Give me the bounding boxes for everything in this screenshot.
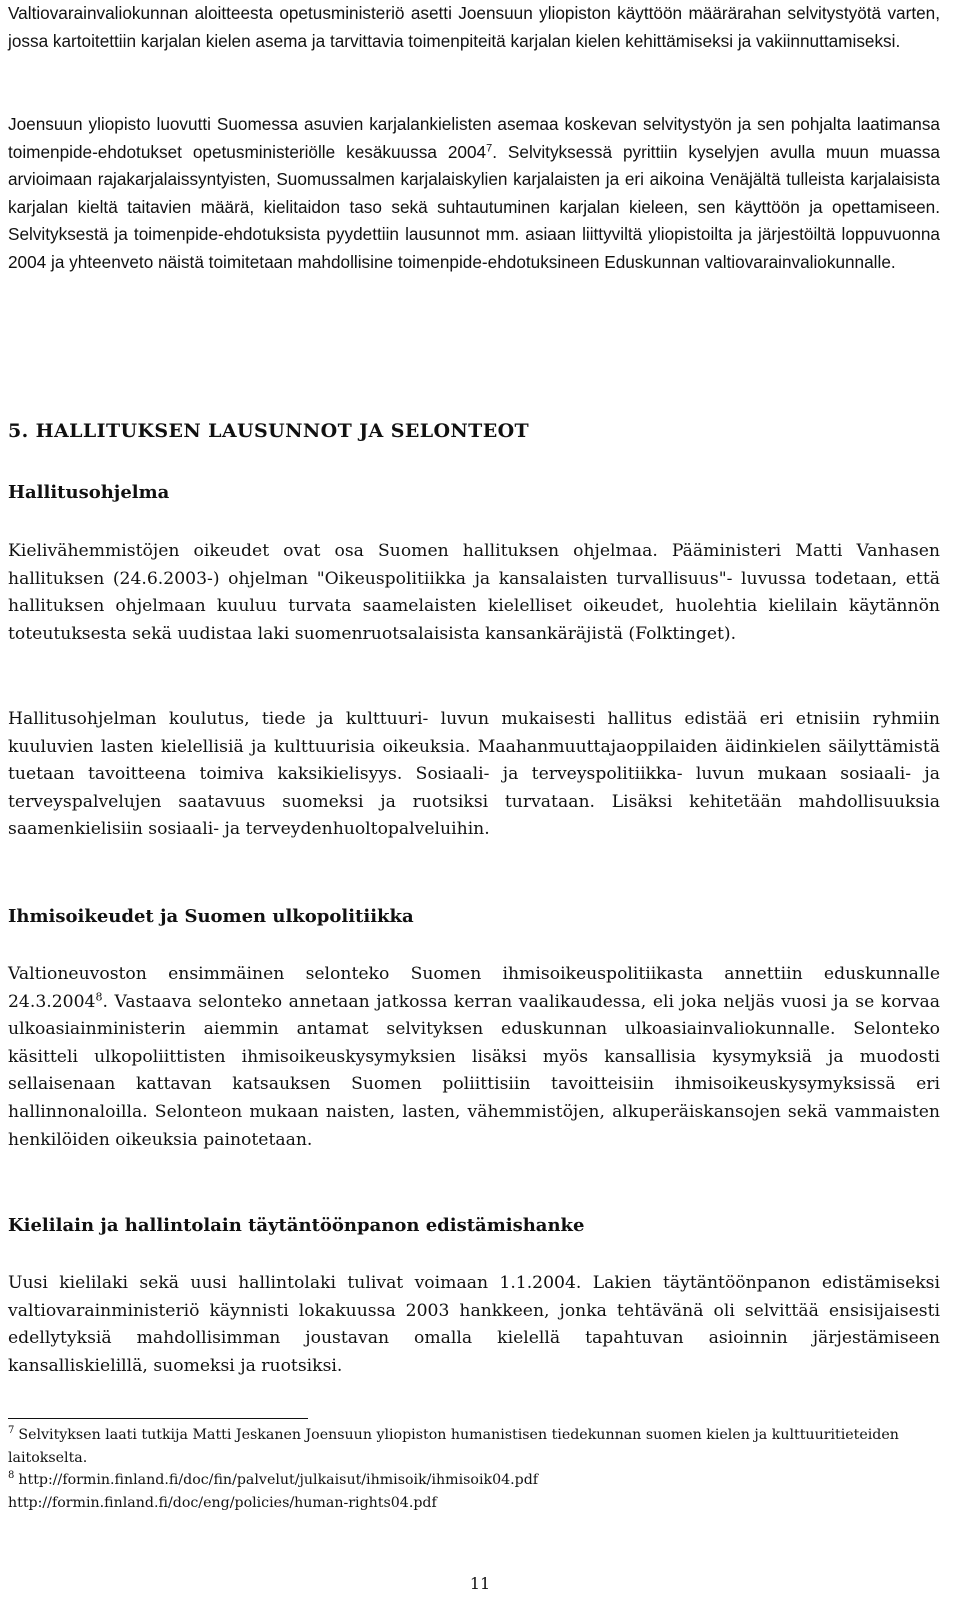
subheading-ihmisoikeudet-block xyxy=(8,903,940,931)
footnote-ref-8[interactable]: 8 xyxy=(95,989,103,1003)
joensuu-paragraph-text xyxy=(8,111,940,277)
section-heading-block xyxy=(8,417,940,445)
footnote-8-link-1[interactable]: http://formin.finland.fi/doc/fin/palvelut/julkaisut/ihmisoik/ihmisoik04.pdf xyxy=(18,1472,539,1488)
kielilaki-paragraph-text: Uusi kielilaki sekä uusi hallintolaki tulivat voimaan 1.1.2004. Lakien täytäntöönpanon edistämiseksi valtiovarainministeriö käynnisti lokakuussa 2003 hankkeen, jonka tehtävänä oli selvittää ensisijaisesti edellytyksiä mahdollisimman joustavan omalla kielellä tapahtuvan asioinnin järjestämiseen kansalliskielillä, suomeksi ja ruotsiksi. xyxy=(8,1273,940,1376)
section-heading: 5. HALLITUKSEN LAUSUNNOT JA SELONTEOT xyxy=(8,420,530,442)
joensuu-text-a: Joensuun yliopisto luovutti Suomessa asuvien karjalankielisten asemaa koskevan selvitystyön ja sen pohjalta laatimansa toimenpide-ehdotukset opetusministeriölle kesäkuussa 2004 xyxy=(8,114,940,162)
hallitus-paragraph-2 xyxy=(8,706,940,844)
ihmisoikeudet-paragraph xyxy=(8,961,940,1154)
footnote-7-text: Selvityksen laati tutkija Matti Jeskanen Joensuun yliopiston humanistisen tiedekunnan suomen kielen ja kulttuuritieteiden laitokselta. xyxy=(8,1427,899,1466)
kielilaki-paragraph xyxy=(8,1270,940,1380)
footnote-8-line-2 xyxy=(8,1492,940,1515)
footnote-separator xyxy=(8,1418,308,1419)
joensuu-paragraph xyxy=(8,111,940,277)
footnote-7 xyxy=(8,1424,940,1469)
subheading-hallitusohjelma: Hallitusohjelma xyxy=(8,482,170,503)
hallitus-paragraph-1 xyxy=(8,538,940,648)
subheading-kielilain: Kielilain ja hallintolain täytäntöönpanon edistämishanke xyxy=(8,1215,585,1236)
footnote-8-link-2[interactable]: http://formin.finland.fi/doc/eng/policies/human-rights04.pdf xyxy=(8,1495,437,1511)
footnote-8-mark: 8 xyxy=(8,1470,15,1482)
footnote-7-mark: 7 xyxy=(8,1425,15,1437)
ihmisoikeudet-text-b: . Vastaava selonteko annetaan jatkossa kerran vaalikaudessa, eli joka neljäs vuosi ja se korvaa ulkoasiainministerin aiemmin antamat selvityksen eduskunnan ulkoasiainvaliokunnalle. Selonteko käsitteli ulkopoliittisten ihmisoikeuskysymyksien lisäksi myös kansallisia kysymyksiä ja muodosti sellaisenaan kattavan katsauksen Suomen poliittisiin tavoitteisiin ihmisoikeuskysymyksissä eri hallinnonaloilla. Selonteon mukaan naisten, lasten, vähemmistöjen, alkuperäiskansojen sekä vammaisten henkilöiden oikeuksia painotetaan. xyxy=(8,991,940,1150)
subheading-kielilain-block xyxy=(8,1212,940,1240)
ihmisoikeudet-text-a: Valtioneuvoston ensimmäinen selonteko Suomen ihmisoikeuspolitiikasta annettiin eduskunnalle 24.3.2004 xyxy=(8,964,940,1012)
footnote-ref-7[interactable]: 7 xyxy=(486,141,493,154)
footnote-8 xyxy=(8,1469,940,1492)
intro-paragraph xyxy=(8,0,940,55)
ihmisoikeudet-paragraph-text xyxy=(8,961,940,1154)
hallitus-paragraph-1-text: Kielivähemmistöjen oikeudet ovat osa Suomen hallituksen ohjelmaa. Pääministeri Matti Vanhasen hallituksen (24.6.2003-) ohjelman "Oikeuspolitiikka ja kansalaisten turvallisuus"- luvussa todetaan, että hallituksen ohjelmaan kuuluu turvata saamelaisten kielelliset oikeudet, huolehtia kielilain käytännön toteutuksesta sekä uudistaa laki suomenruotsalaisista kansankäräjistä (Folktinget). xyxy=(8,541,940,644)
hallitus-paragraph-2-text: Hallitusohjelman koulutus, tiede ja kulttuuri- luvun mukaisesti hallitus edistää eri etnisiin ryhmiin kuuluvien lasten kielellisiä ja kulttuurisia oikeuksia. Maahanmuuttajaoppilaiden äidinkielen säilyttämistä tuetaan tavoitteena toimiva kaksikielisyys. Sosiaali- ja terveyspolitiikka- luvun mukaan sosiaali- ja terveyspalvelujen saatavuus suomeksi ja ruotsiksi turvataan. Lisäksi kehitetään mahdollisuuksia saamenkielisiin sosiaali- ja terveydenhuoltopalveluihin. xyxy=(8,709,940,840)
subheading-ihmisoikeudet: Ihmisoikeudet ja Suomen ulkopolitiikka xyxy=(8,906,414,927)
page-number: 11 xyxy=(469,1574,491,1593)
joensuu-text-b: . Selvityksessä pyrittiin kyselyjen avulla muun muassa arvioimaan rajakarjalaissyntyisten, Suomussalmen karjalaiskylien karjalaisten ja eri aikoina Venäjältä tulleista karjalaisista karjalan kieltä taitavien määrä, kielitaidon taso sekä suhtautuminen karjalan kieleen, sen käyttöön ja opettamiseen. Selvityksestä ja toimenpide-ehdotuksista pyydettiin lausunnot mm. asiaan liittyviltä yliopistoilta ja järjestöiltä loppuvuonna 2004 ja yhteenveto näistä toimitetaan mahdollisine toimenpide-ehdotuksineen Eduskunnan valtiovarainvaliokunnalle. xyxy=(8,141,940,272)
subheading-hallitusohjelma-block xyxy=(8,479,940,507)
intro-paragraph-text: Valtiovarainvaliokunnan aloitteesta opetusministeriö asetti Joensuun yliopiston käyttöön määrärahan selvitystyötä varten, jossa kartoitettiin karjalan kielen asema ja tarvittavia toimenpiteitä karjalan kielen kehittämiseksi ja vakiinnuttamiseksi. xyxy=(8,3,940,51)
